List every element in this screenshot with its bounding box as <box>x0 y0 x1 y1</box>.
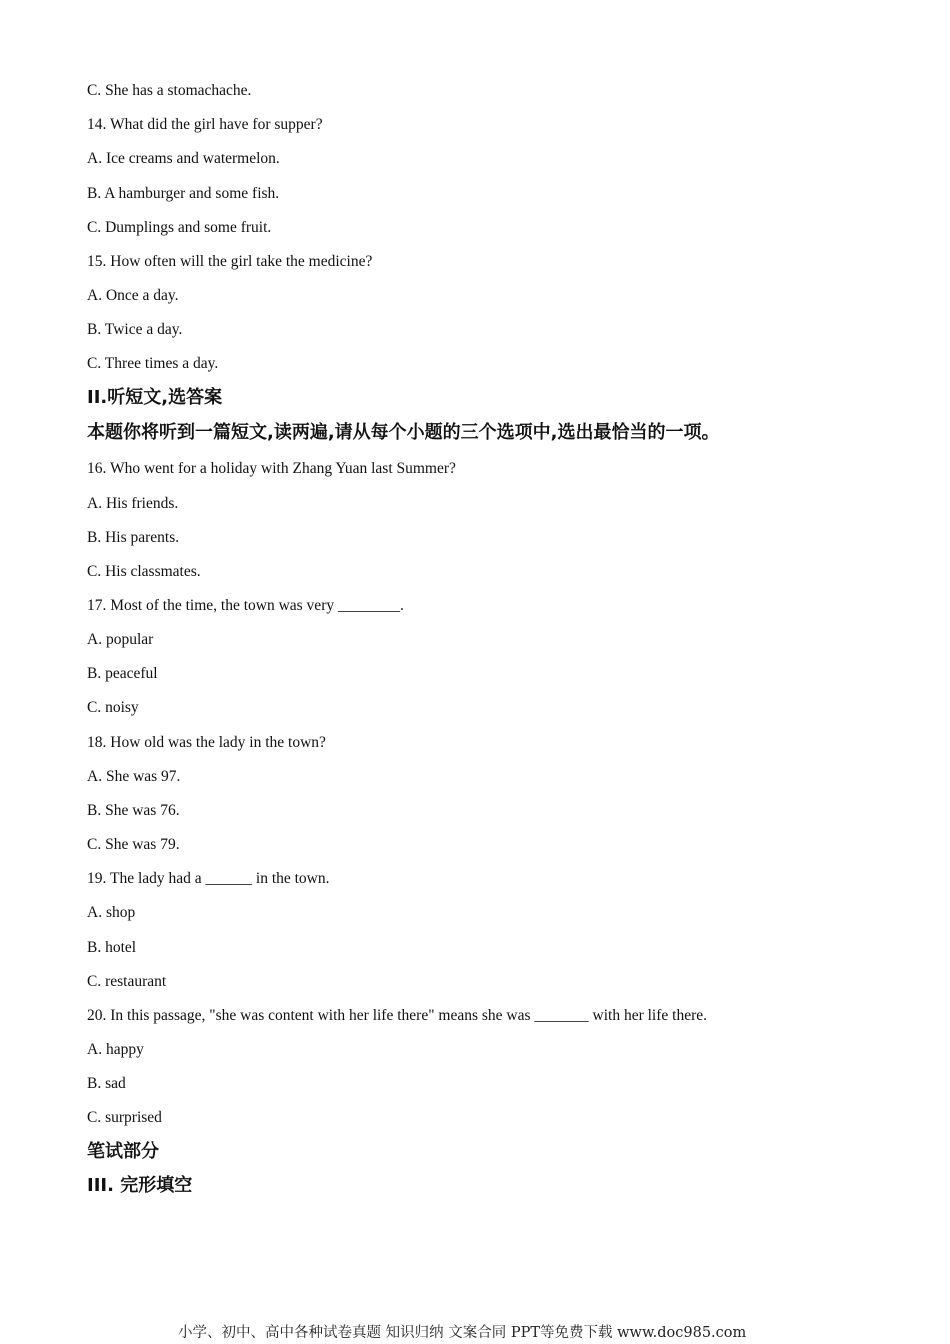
section-instruction: 本题你将听到一篇短文,读两遍,请从每个小题的三个选项中,选出最恰当的一项。 <box>87 422 720 443</box>
section-heading: II.听短文,选答案 <box>87 387 223 408</box>
option-text: B. sad <box>87 1075 126 1092</box>
option-text: A. shop <box>87 904 136 921</box>
option-text: A. Ice creams and watermelon. <box>87 150 280 167</box>
question-text: 15. How often will the girl take the medicine? <box>87 253 373 270</box>
question-text: 16. Who went for a holiday with Zhang Yuan last Summer? <box>87 460 456 477</box>
option-text: A. popular <box>87 631 154 648</box>
question-text: 17. Most of the time, the town was very ________. <box>87 597 404 614</box>
option-text: A. happy <box>87 1041 144 1058</box>
page-footer: 小学、初中、高中各种试卷真题 知识归纳 文案合同 PPT等免费下载 www.doc985.com <box>178 1325 747 1341</box>
option-text: B. peaceful <box>87 665 158 682</box>
option-text: B. His parents. <box>87 529 180 546</box>
option-text: C. Three times a day. <box>87 355 219 372</box>
option-text: B. She was 76. <box>87 802 180 819</box>
section-heading: III. 完形填空 <box>87 1175 193 1196</box>
option-text: C. She has a stomachache. <box>87 82 252 99</box>
section-heading: 笔试部分 <box>87 1141 159 1162</box>
option-text: B. hotel <box>87 939 137 956</box>
question-text: 14. What did the girl have for supper? <box>87 116 323 133</box>
question-text: 20. In this passage, "she was content with her life there" means she was _______ with her life there. <box>87 1007 707 1024</box>
option-text: C. His classmates. <box>87 563 201 580</box>
option-text: A. Once a day. <box>87 287 179 304</box>
option-text: A. She was 97. <box>87 768 181 785</box>
option-text: B. A hamburger and some fish. <box>87 185 280 202</box>
option-text: C. restaurant <box>87 973 167 990</box>
question-text: 19. The lady had a ______ in the town. <box>87 870 330 887</box>
question-text: 18. How old was the lady in the town? <box>87 734 326 751</box>
option-text: B. Twice a day. <box>87 321 183 338</box>
option-text: C. noisy <box>87 699 139 716</box>
option-text: C. surprised <box>87 1109 162 1126</box>
option-text: C. Dumplings and some fruit. <box>87 219 272 236</box>
option-text: C. She was 79. <box>87 836 180 853</box>
option-text: A. His friends. <box>87 495 179 512</box>
